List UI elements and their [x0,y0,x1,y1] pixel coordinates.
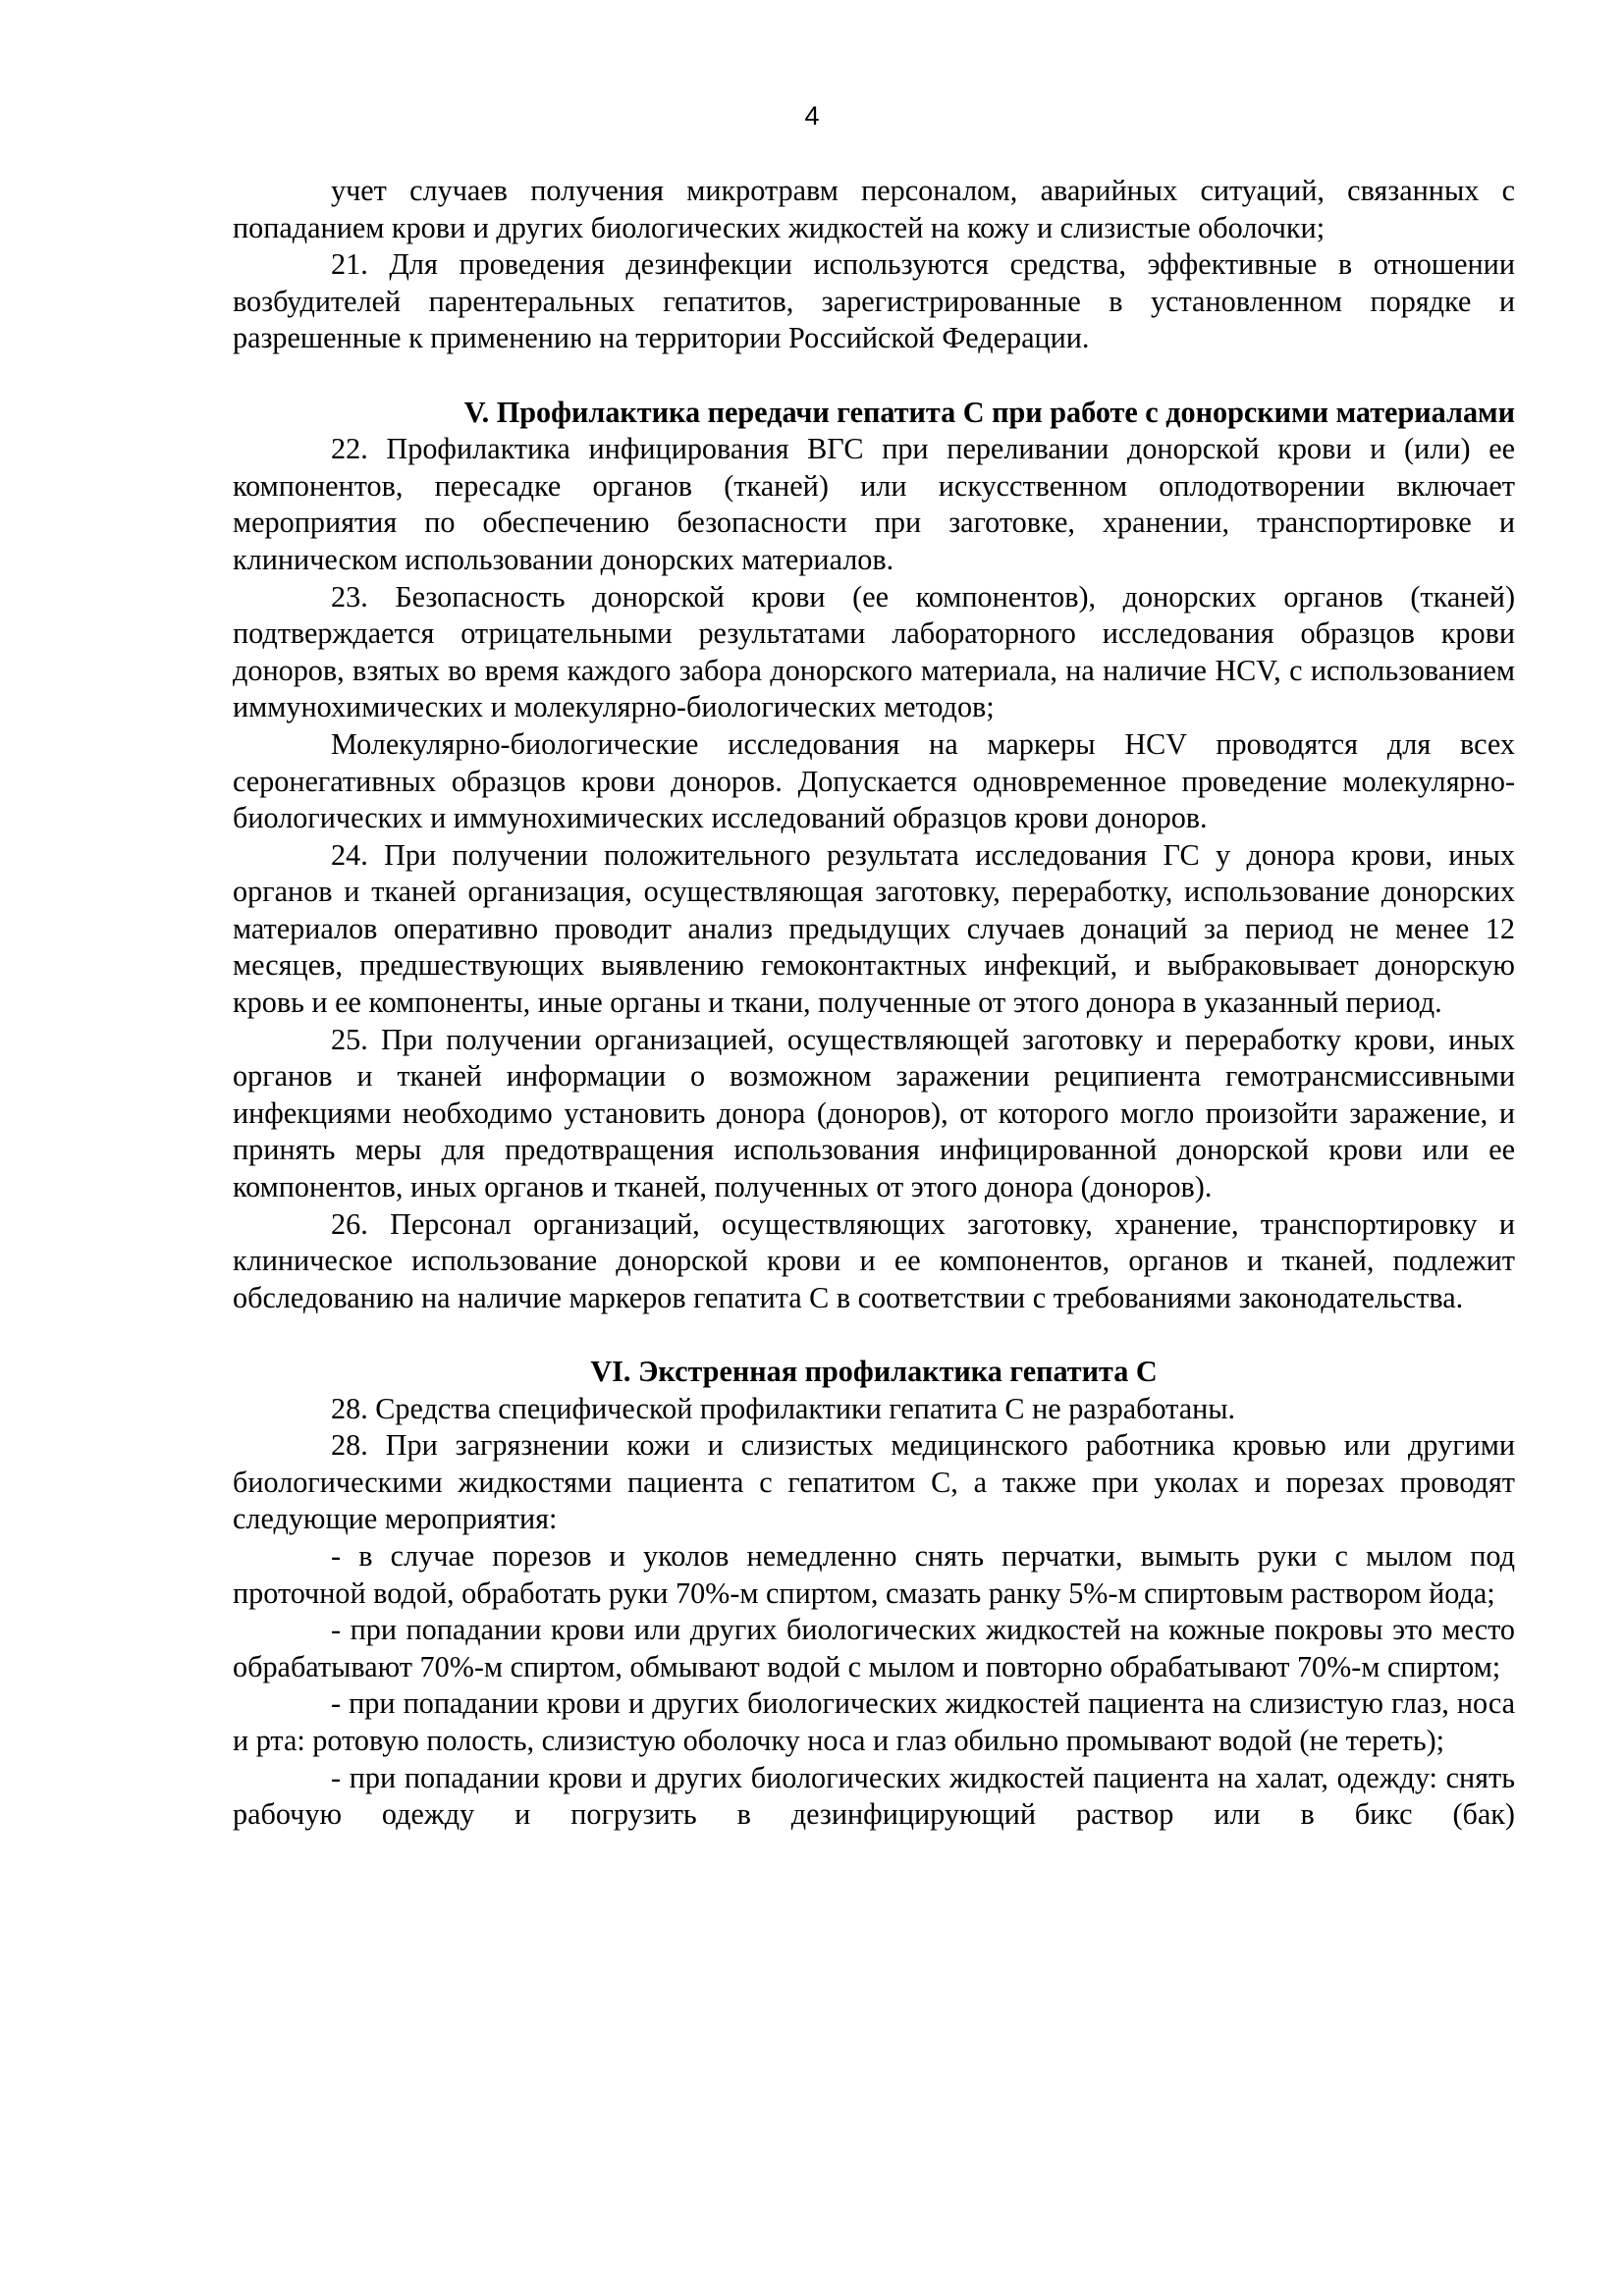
paragraph-28-specific-prophylaxis: 28. Средства специфической профилактики гепатита С не разработаны. [331,1391,1236,1425]
section-heading-vi: VI. Экстренная профилактика гепатита С [590,1355,1158,1388]
paragraph-microtrauma-accounting: учет случаев получения микротравм персоналом, аварийных ситуаций, связанных с попаданием крови и других биологических жидкостей на кожу и слизистые оболочки; [233,174,1515,244]
section-heading-v: V. Профилактика передачи гепатита С при работе с донорскими материалами [463,395,1515,429]
paragraph-24: 24. При получении положительного результата исследования ГС у донора крови, иных органов и тканей организация, осуществляющая заготовку, переработку, использование донорских материалов оперативно проводит анализ предыдущих случаев донаций за период не менее 12 месяцев, предшествующих выявлению гемоконтактных инфекций, и выбраковывает донорскую кровь и ее компоненты, иные органы и ткани, полученные от этого донора в указанный период. [233,837,1515,1020]
paragraph-21-disinfection: 21. Для проведения дезинфекции используются средства, эффективные в отношении возбудителей парентеральных гепатитов, зарегистрированные в установленном порядке и разрешенные к применению на территории Российской Федерации. [233,247,1515,355]
paragraph-25: 25. При получении организацией, осуществляющей заготовку и переработку крови, иных органов и тканей информации о возможном заражении реципиента гемотрансмиссивными инфекциями необходимо установить донора (доноров), от которого могло произойти заражение, и принять меры для предотвращения использования инфицированной донорской крови или ее компонентов, иных органов и тканей, полученных от этого донора (доноров). [233,1022,1515,1204]
list-item-mucous-contact: - при попадании крови и других биологических жидкостей пациента на слизистую глаз, носа и рта: ротовую полость, слизистую оболочку носа и глаз обильно промывают водой (не тереть); [233,1686,1515,1757]
page-number: 4 [804,101,820,131]
paragraph-28-contamination-measures: 28. При загрязнении кожи и слизистых медицинского работника кровью или другими биологическими жидкостями пациента с гепатитом С, а также при уколах и порезах проводят следующие мероприятия: [233,1428,1515,1536]
document-body [233,173,1515,1834]
paragraph-22: 22. Профилактика инфицирования ВГС при переливании донорской крови и (или) ее компонентов, пересадке органов (тканей) или искусственном оплодотворении включает мероприятия по обеспечению безопасности при заготовке, хранении, транспортировке и клиническом использовании донорских материалов. [233,432,1515,576]
paragraph-26: 26. Персонал организаций, осуществляющих заготовку, хранение, транспортировку и клиническое использование донорской крови и ее компонентов, органов и тканей, подлежит обследованию на наличие маркеров гепатита С в соответствии с требованиями законодательства. [233,1206,1515,1314]
list-item-clothing-contact: - при попадании крови и других биологических жидкостей пациента на халат, одежду: снять рабочую одежду и погрузить в дезинфицирующий раствор или в бикс (бак) [233,1760,1515,1832]
paragraph-molecular-studies: Молекулярно-биологические исследования на маркеры HCV проводятся для всех серонегативных образцов крови доноров. Допускается одновременное проведение молекулярно-биологических и иммунохимических исследований образцов крови доноров. [233,726,1515,835]
paragraph-23: 23. Безопасность донорской крови (ее компонентов), донорских органов (тканей) подтверждается отрицательными результатами лабораторного исследования образцов крови доноров, взятых во время каждого забора донорского материала, на наличие HCV, с использованием иммунохимических и молекулярно-биологических методов; [233,579,1515,724]
list-item-cuts-punctures: - в случае порезов и уколов немедленно снять перчатки, вымыть руки с мылом под проточной водой, обработать руки 70%-м спиртом, смазать ранку 5%-м спиртовым раствором йода; [233,1538,1515,1610]
list-item-skin-contact: - при попадании крови или других биологических жидкостей на кожные покровы это место обрабатывают 70%-м спиртом, обмывают водой с мылом и повторно обрабатывают 70%-м спиртом; [233,1613,1515,1683]
